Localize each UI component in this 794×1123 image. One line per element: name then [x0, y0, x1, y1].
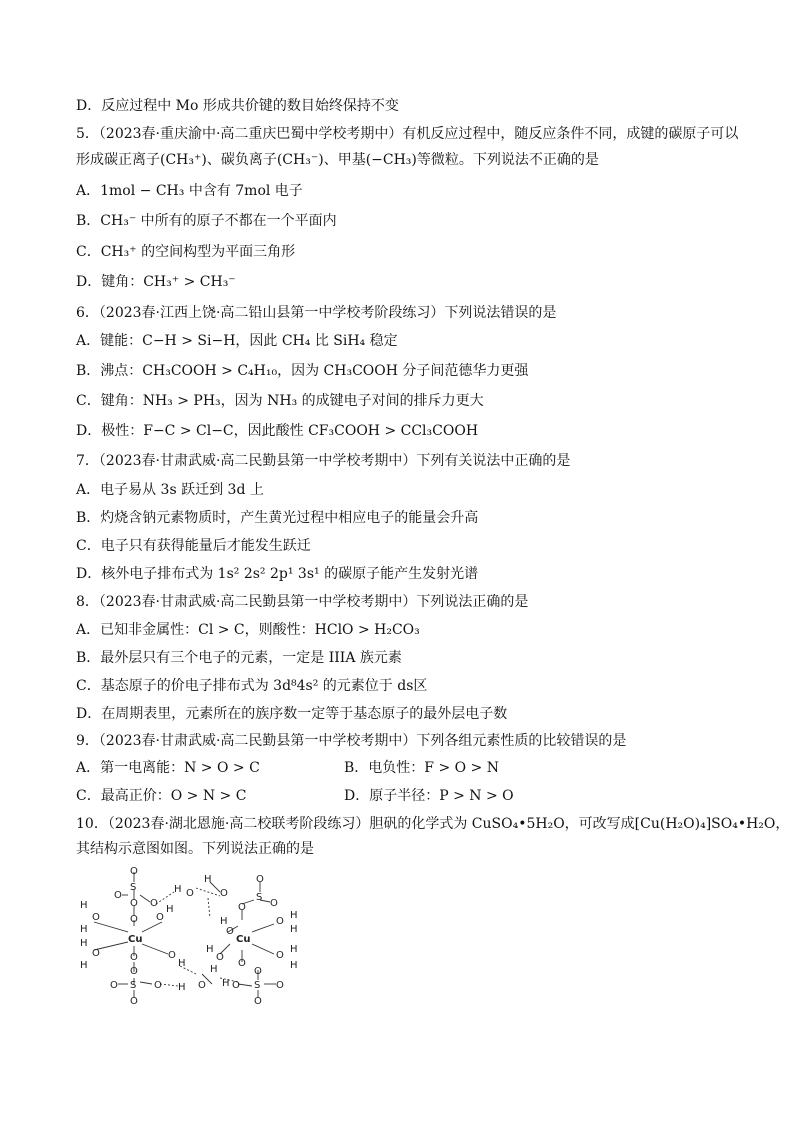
q7-option-d: D．核外电子排布式为 1s² 2s² 2p¹ 3s¹ 的碳原子能产生发射光谱: [76, 566, 479, 582]
q9-options-row1: [76, 758, 499, 778]
atom-h: H: [290, 910, 298, 921]
atom-h: H: [80, 938, 88, 949]
atom-o: O: [270, 898, 278, 909]
q7-option-a: A．电子易从 3s 跃迁到 3d 上: [76, 482, 264, 498]
atom-o: O: [130, 914, 138, 925]
q5-option-b: B．CH₃⁻ 中所有的原子不都在一个平面内: [76, 213, 337, 229]
q7-option-b: B．灼烧含钠元素物质时，产生黄光过程中相应电子的能量会升高: [76, 510, 479, 526]
q8-option-a: A．已知非金属性：Cl > C，则酸性：HClO > H₂CO₃: [76, 622, 420, 638]
atom-cu: Cu: [236, 934, 251, 945]
atom-o: O: [254, 966, 262, 977]
atom-labels: [80, 866, 298, 1007]
q6-option-c: C．键角：NH₃ > PH₃，因为 NH₃ 的成键电子对间的排斥力更大: [76, 393, 484, 409]
atom-o: O: [92, 948, 100, 959]
q9-option-b: B．电负性：F > O > N: [344, 760, 499, 776]
atom-o: O: [256, 874, 264, 885]
atom-h: H: [290, 960, 298, 971]
q6-stem: 6．（2023春·江西上饶·高二铅山县第一中学校考阶段练习）下列说法错误的是: [76, 305, 557, 321]
q10-stem-line2: 其结构示意图如图。下列说法正确的是: [76, 841, 314, 857]
atom-o: O: [130, 966, 138, 977]
atom-h: H: [290, 924, 298, 935]
atom-o: O: [130, 996, 138, 1007]
q9-option-d: D．原子半径：P > N > O: [344, 788, 514, 804]
atom-s: S: [130, 882, 137, 893]
atom-o: O: [216, 952, 224, 963]
atom-s: S: [130, 980, 137, 991]
q9-stem: 9．（2023春·甘肃武威·高二民勤县第一中学校考期中）下列各组元素性质的比较错误的是: [76, 733, 627, 749]
q7-stem: 7．（2023春·甘肃武威·高二民勤县第一中学校考期中）下列有关说法中正确的是: [76, 453, 571, 469]
atom-o: O: [130, 866, 138, 877]
atom-o: O: [220, 888, 228, 899]
q6-option-a: A．键能：C−H > Si−H，因此 CH₄ 比 SiH₄ 稳定: [76, 333, 398, 349]
atom-o: O: [276, 916, 284, 927]
q5-stem-line2: 形成碳正离子(CH₃⁺)、碳负离子(CH₃⁻)、甲基(−CH₃)等微粒。下列说法不正确的是: [76, 152, 599, 168]
atom-o: O: [238, 958, 246, 969]
atom-o: O: [226, 926, 234, 937]
atom-o: O: [110, 980, 118, 991]
atom-o: O: [254, 996, 262, 1007]
atom-o: O: [168, 950, 176, 961]
atom-h: H: [80, 960, 88, 971]
atom-o: O: [156, 912, 164, 923]
atom-o: O: [276, 980, 284, 991]
q9-option-a: A．第一电离能：N > O > C: [76, 760, 260, 776]
atom-o: O: [276, 950, 284, 961]
atom-h: H: [80, 900, 88, 911]
atom-o: O: [232, 980, 240, 991]
atom-o: O: [186, 888, 194, 899]
atom-o: O: [154, 980, 162, 991]
atom-h: H: [220, 916, 228, 927]
atom-o: O: [130, 952, 138, 963]
atom-h: H: [290, 944, 298, 955]
q6-option-d: D．极性：F−C > Cl−C，因此酸性 CF₃COOH > CCl₃COOH: [76, 423, 479, 439]
hydrogen-bonds: [156, 888, 238, 986]
q8-stem: 8．（2023春·甘肃武威·高二民勤县第一中学校考期中）下列说法正确的是: [76, 594, 529, 610]
copper-sulfate-structure-diagram: [70, 862, 310, 1012]
atom-h: H: [178, 982, 186, 993]
q7-option-c: C．电子只有获得能量后才能发生跃迁: [76, 538, 311, 554]
atom-h: H: [206, 944, 214, 955]
atom-o: O: [198, 980, 206, 991]
atom-o: O: [238, 902, 246, 913]
atom-h: H: [80, 924, 88, 935]
atom-h: H: [210, 964, 218, 975]
q5-option-a: A．1mol − CH₃ 中含有 7mol 电子: [76, 183, 303, 199]
q5-option-d: D．键角：CH₃⁺ > CH₃⁻: [76, 274, 236, 290]
atom-s: S: [254, 980, 261, 991]
q8-option-d: D．在周期表里，元素所在的族序数一定等于基态原子的最外层电子数: [76, 706, 508, 722]
q9-option-c: C．最高正价：O > N > C: [76, 788, 247, 804]
atom-o: O: [130, 898, 138, 909]
atom-h: H: [166, 904, 174, 915]
q10-stem-line1: 10．（2023春·湖北恩施·高二校联考阶段练习）胆矾的化学式为 CuSO₄•5H₂O，可改写成[Cu(H₂O)₄]SO₄•H₂O，: [76, 816, 790, 832]
atom-o: O: [150, 898, 158, 909]
q9-options-row2: [76, 786, 514, 806]
atom-h: H: [178, 958, 186, 969]
atom-o: O: [114, 890, 122, 901]
q8-option-c: C．基态原子的价电子排布式为 3d⁸4s² 的元素位于 ds区: [76, 678, 428, 694]
q5-option-c: C．CH₃⁺ 的空间构型为平面三角形: [76, 244, 296, 260]
atom-cu: Cu: [128, 934, 143, 945]
atom-h: H: [222, 978, 230, 989]
q8-option-b: B．最外层只有三个电子的元素，一定是 IIIA 族元素: [76, 650, 402, 666]
atom-o: O: [92, 912, 100, 923]
atom-s: S: [256, 892, 263, 903]
q4-option-d: D．反应过程中 Mo 形成共价键的数目始终保持不变: [76, 98, 399, 114]
q6-option-b: B．沸点：CH₃COOH > C₄H₁₀，因为 CH₃COOH 分子间范德华力更强: [76, 363, 529, 379]
q5-stem-line1: 5．（2023春·重庆渝中·高二重庆巴蜀中学校考期中）有机反应过程中，随反应条件不同，成键的碳原子可以: [76, 126, 739, 142]
atom-h: H: [204, 874, 212, 885]
atom-h: H: [174, 884, 182, 895]
